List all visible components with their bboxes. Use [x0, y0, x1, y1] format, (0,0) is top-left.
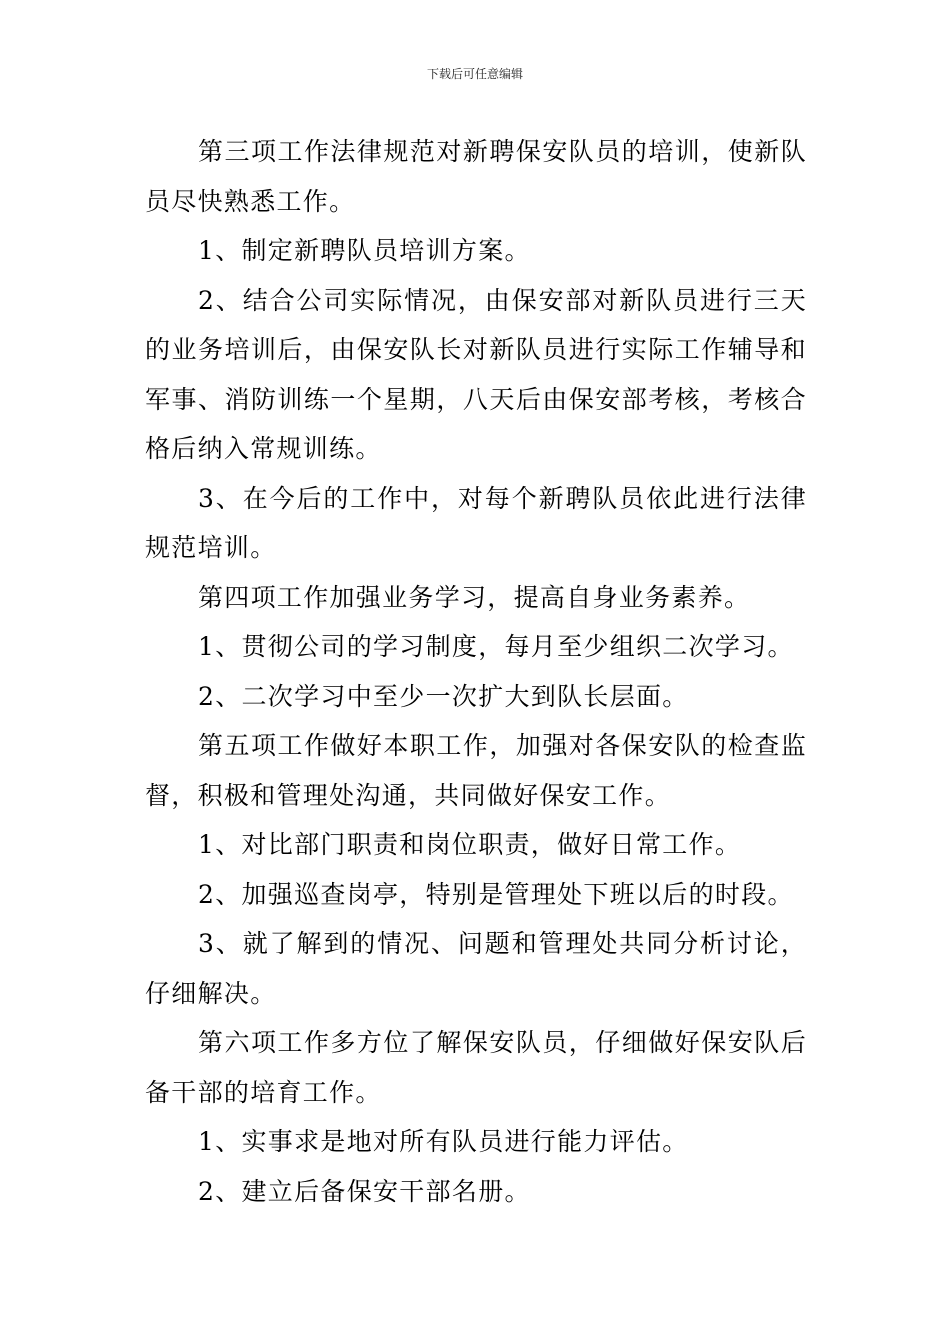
- paragraph-section-6-title: 第六项工作多方位了解保安队员，仔细做好保安队后备干部的培育工作。: [145, 1028, 807, 1107]
- paragraph-section-3-item-2: 2、结合公司实际情况，由保安部对新队员进行三天的业务培训后，由保安队长对新队员进行实际工作辅导和军事、消防训练一个星期，八天后由保安部考核，考核合格后纳入常规训练。: [145, 285, 807, 463]
- paragraph-section-4-title: 第四项工作加强业务学习，提高自身业务素养。: [198, 582, 751, 612]
- paragraph-section-3-title: 第三项工作法律规范对新聘保安队员的培训，使新队员尽快熟悉工作。: [145, 137, 807, 216]
- paragraph-section-6-item-1: 1、实事求是地对所有队员进行能力评估。: [198, 1127, 689, 1156]
- paragraph-section-5-item-3: 3、就了解到的情况、问题和管理处共同分析讨论，仔细解决。: [145, 929, 807, 1008]
- paragraph-section-6-item-2: 2、建立后备保安干部名册。: [198, 1176, 531, 1206]
- paragraph-section-3-item-3: 3、在今后的工作中，对每个新聘队员依此进行法律规范培训。: [145, 483, 807, 562]
- paragraph-section-5-title: 第五项工作做好本职工作，加强对各保安队的检查监督，积极和管理处沟通，共同做好保安工作。: [145, 731, 807, 810]
- paragraph-section-3-item-1: 1、制定新聘队员培训方案。: [198, 236, 531, 265]
- paragraph-section-4-item-2: 2、二次学习中至少一次扩大到队长层面。: [198, 681, 689, 711]
- page-header-note: 下载后可任意编辑: [426, 67, 523, 81]
- document-body: [145, 127, 807, 1216]
- paragraph-section-5-item-1: 1、对比部门职责和岗位职责，做好日常工作。: [198, 830, 742, 859]
- paragraph-section-5-item-2: 2、加强巡查岗亭，特别是管理处下班以后的时段。: [198, 879, 794, 909]
- paragraph-section-4-item-1: 1、贯彻公司的学习制度，每月至少组织二次学习。: [198, 632, 794, 661]
